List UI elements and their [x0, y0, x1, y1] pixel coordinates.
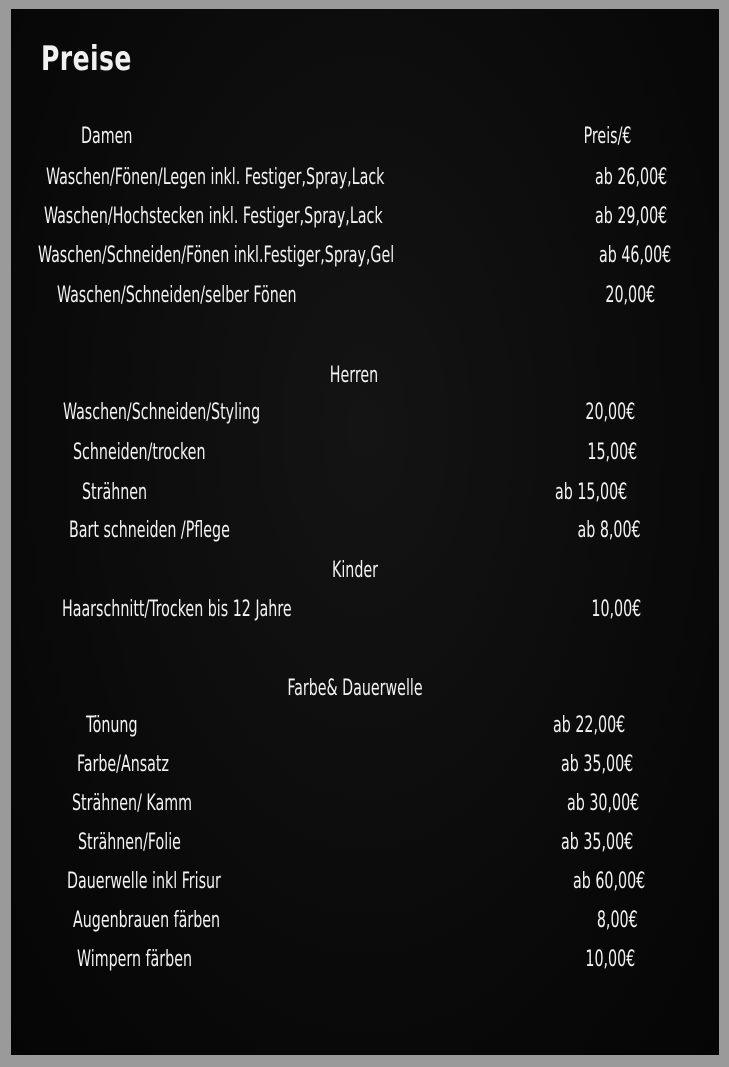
- price-item-value: ab 22,00€: [552, 713, 625, 738]
- price-item-label: Waschen/Hochstecken inkl. Festiger,Spray,Lack: [44, 204, 383, 229]
- price-item-value: 10,00€: [591, 597, 641, 622]
- section-heading-farbe: Farbe& Dauerwelle: [287, 676, 423, 701]
- price-item-value: ab 60,00€: [572, 869, 645, 894]
- price-item-label: Waschen/Fönen/Legen inkl. Festiger,Spray,Lack: [46, 165, 385, 190]
- price-item-value: 10,00€: [585, 947, 635, 972]
- price-item-label: Waschen/Schneiden/Styling: [63, 400, 261, 425]
- price-column-heading: Preis/€: [583, 124, 631, 149]
- price-item-value: ab 26,00€: [594, 165, 667, 190]
- section-heading-kinder: Kinder: [331, 558, 379, 583]
- price-item-value: ab 29,00€: [594, 204, 667, 229]
- price-item-label: Augenbrauen färben: [73, 908, 221, 933]
- price-item-label: Farbe/Ansatz: [77, 752, 169, 777]
- price-item-label: Dauerwelle inkl Frisur: [67, 869, 221, 894]
- price-item-label: Haarschnitt/Trocken bis 12 Jahre: [62, 597, 292, 622]
- price-item-value: ab 46,00€: [598, 243, 671, 268]
- price-item-label: Strähnen/ Kamm: [72, 791, 192, 816]
- price-item-value: 20,00€: [605, 283, 655, 308]
- page-title: Preise: [41, 39, 132, 79]
- price-item-value: 20,00€: [585, 400, 635, 425]
- price-item-label: Waschen/Schneiden/Fönen inkl.Festiger,Spray,Gel: [38, 243, 395, 268]
- section-heading-herren: Herren: [329, 363, 379, 388]
- price-item-label: Tönung: [86, 713, 138, 738]
- price-item-value: ab 35,00€: [560, 752, 633, 777]
- price-item-value: ab 35,00€: [560, 830, 633, 855]
- price-item-value: ab 30,00€: [566, 791, 639, 816]
- price-item-label: Schneiden/trocken: [73, 440, 206, 465]
- price-item-label: Waschen/Schneiden/selber Fönen: [57, 283, 297, 308]
- price-item-label: Wimpern färben: [77, 947, 192, 972]
- price-item-label: Bart schneiden /Pflege: [69, 518, 230, 543]
- price-item-label: Strähnen: [82, 480, 148, 505]
- price-board: [11, 9, 719, 1055]
- price-item-value: ab 15,00€: [554, 480, 627, 505]
- price-item-value: 15,00€: [587, 440, 637, 465]
- section-heading-damen: Damen: [81, 124, 133, 149]
- price-item-value: 8,00€: [597, 908, 638, 933]
- price-item-value: ab 8,00€: [577, 518, 641, 543]
- price-item-label: Strähnen/Folie: [78, 830, 181, 855]
